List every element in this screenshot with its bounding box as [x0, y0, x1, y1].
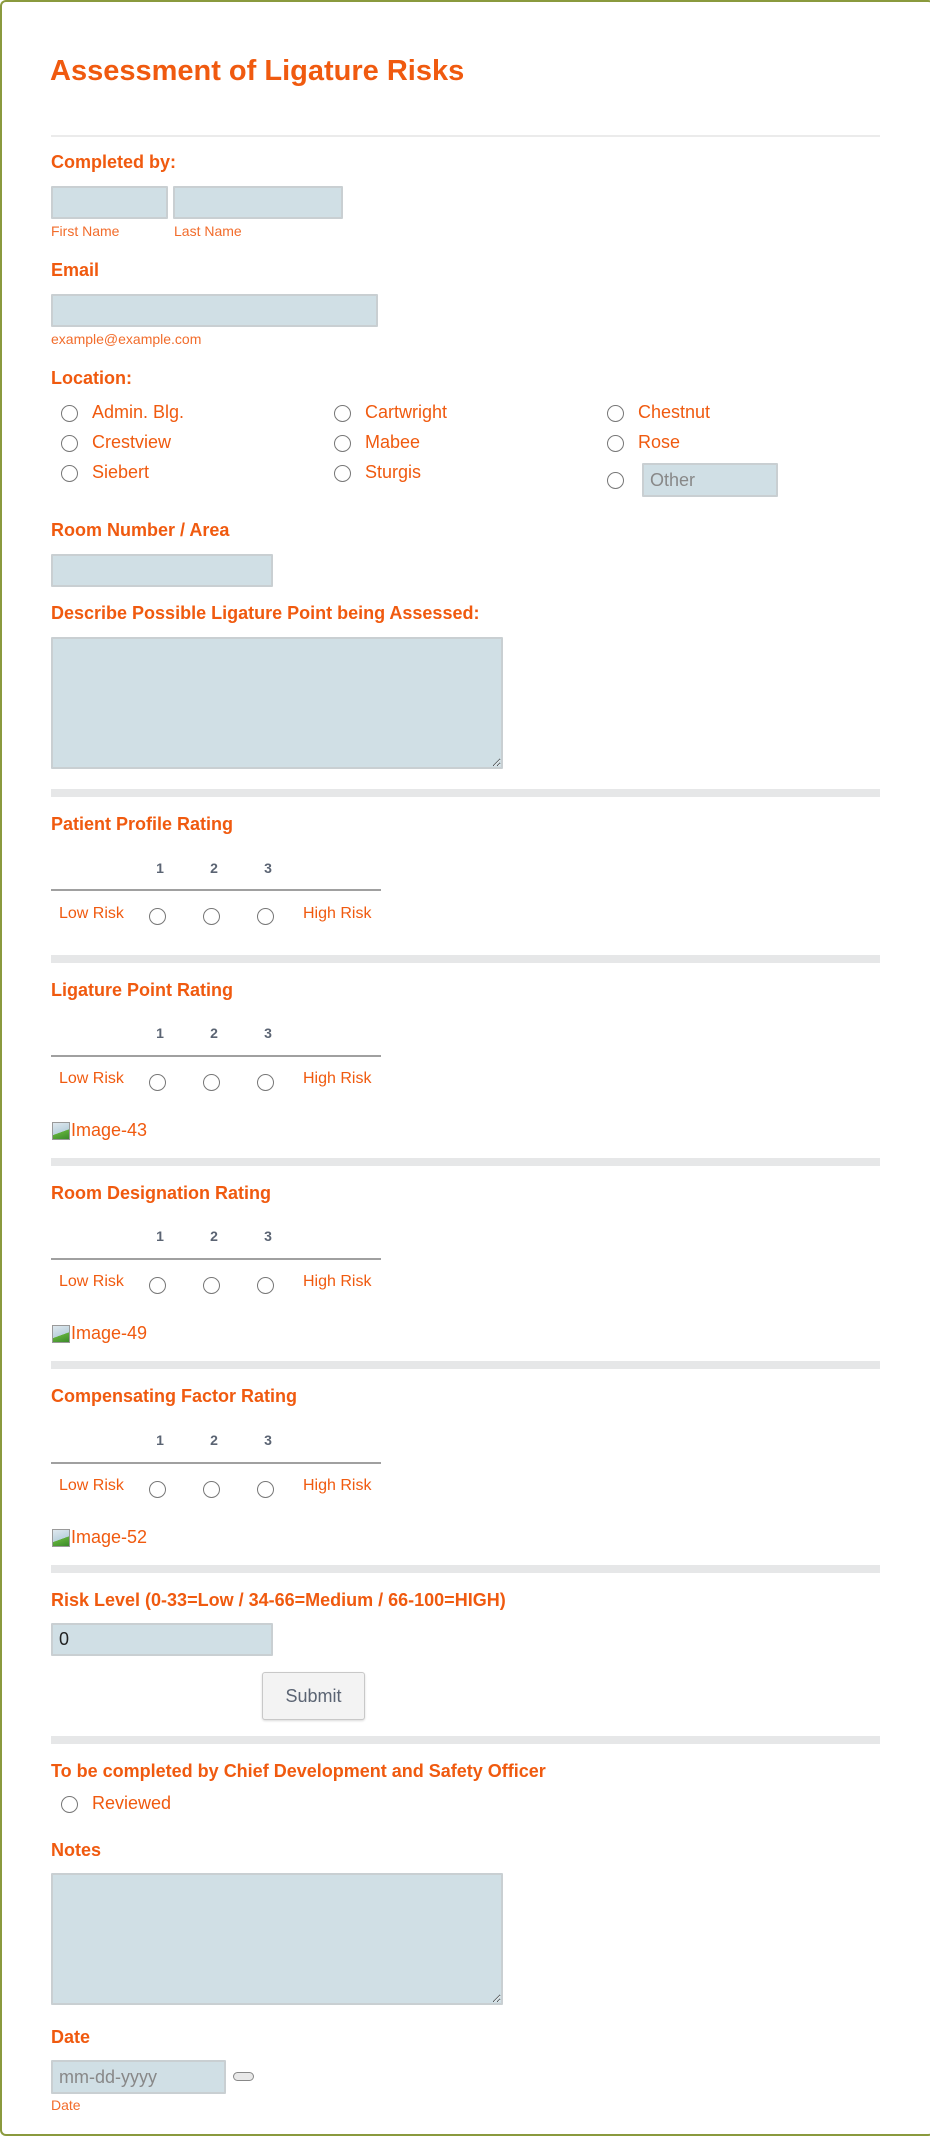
image-43 [52, 1120, 147, 1141]
broken-image-icon [52, 1122, 70, 1140]
patient-profile-radio-1[interactable] [149, 908, 166, 925]
image-49 [52, 1323, 147, 1344]
high-risk-label: High Risk [303, 1070, 372, 1087]
radio-button[interactable] [607, 472, 624, 489]
ligature-point-rating-label: Ligature Point Rating [51, 980, 233, 1000]
ligature-point-radio-1[interactable] [149, 1074, 166, 1091]
location-option-siebert[interactable] [61, 462, 150, 487]
last-name-input[interactable] [173, 186, 343, 219]
location-option-cartwright[interactable] [334, 402, 448, 427]
compensating-factor-radio-3[interactable] [257, 1481, 274, 1498]
description-textarea[interactable] [51, 637, 503, 769]
scale-col-3: 3 [264, 1025, 272, 1041]
room-designation-rating-label: Room Designation Rating [51, 1183, 271, 1203]
patient-profile-radio-2[interactable] [203, 908, 220, 925]
section-separator [51, 1736, 880, 1744]
radio-button[interactable] [334, 465, 351, 482]
option-label: Admin. Blg. [92, 402, 185, 422]
scale-col-2: 2 [210, 1432, 218, 1448]
radio-button[interactable] [334, 435, 351, 452]
room-designation-radio-1[interactable] [149, 1277, 166, 1294]
high-risk-label: High Risk [303, 905, 372, 922]
image-52 [52, 1527, 147, 1548]
room-input[interactable] [51, 554, 273, 587]
location-option-chestnut[interactable] [607, 402, 711, 427]
option-label: Chestnut [638, 402, 711, 422]
image-alt-text: Image-49 [71, 1323, 148, 1343]
location-option-sturgis[interactable] [334, 462, 422, 487]
option-label: Crestview [92, 432, 172, 452]
radio-button[interactable] [61, 405, 78, 422]
page-title: Assessment of Ligature Risks [50, 55, 465, 87]
date-input[interactable] [51, 2060, 226, 2094]
location-option-rose[interactable] [607, 432, 681, 457]
scale-col-1: 1 [156, 1025, 164, 1041]
section-separator [51, 1158, 880, 1166]
scale-col-2: 2 [210, 1025, 218, 1041]
completed-by-label: Completed by: [51, 152, 177, 172]
radio-button[interactable] [61, 435, 78, 452]
radio-button[interactable] [607, 435, 624, 452]
room-label: Room Number / Area [51, 520, 230, 540]
compensating-factor-rating-label: Compensating Factor Rating [51, 1386, 298, 1406]
officer-section-label: To be completed by Chief Development and Safety Officer [51, 1761, 546, 1781]
scale-col-3: 3 [264, 1432, 272, 1448]
option-label: Sturgis [365, 462, 422, 482]
scale-col-2: 2 [210, 860, 218, 876]
risk-level-label: Risk Level (0-33=Low / 34-66=Medium / 66-100=HIGH) [51, 1590, 506, 1610]
email-input[interactable] [51, 294, 378, 327]
scale-col-1: 1 [156, 860, 164, 876]
date-label: Date [51, 2027, 91, 2047]
patient-profile-radio-3[interactable] [257, 908, 274, 925]
first-name-sublabel: First Name [51, 223, 120, 239]
date-sublabel: Date [51, 2097, 81, 2113]
option-label: Cartwright [365, 402, 448, 422]
ligature-point-radio-2[interactable] [203, 1074, 220, 1091]
scale-divider [51, 1462, 381, 1464]
scale-col-2: 2 [210, 1228, 218, 1244]
location-other-input[interactable] [642, 463, 778, 497]
section-separator [51, 789, 880, 797]
risk-level-input[interactable] [51, 1623, 273, 1656]
room-designation-radio-3[interactable] [257, 1277, 274, 1294]
option-label: Siebert [92, 462, 150, 482]
scale-divider [51, 1055, 381, 1057]
image-alt-text: Image-43 [71, 1120, 148, 1140]
ligature-point-radio-3[interactable] [257, 1074, 274, 1091]
notes-label: Notes [51, 1840, 102, 1860]
compensating-factor-radio-2[interactable] [203, 1481, 220, 1498]
scale-divider [51, 889, 381, 891]
radio-button[interactable] [61, 1796, 78, 1813]
scale-divider [51, 1258, 381, 1260]
broken-image-icon [52, 1529, 70, 1547]
radio-button[interactable] [607, 405, 624, 422]
section-separator [51, 1361, 880, 1369]
location-option-mabee[interactable] [334, 432, 421, 457]
scale-col-1: 1 [156, 1228, 164, 1244]
image-alt-text: Image-52 [71, 1527, 148, 1547]
email-label: Email [51, 260, 100, 280]
location-option-other[interactable] [607, 472, 624, 494]
notes-textarea[interactable] [51, 1873, 503, 2005]
scale-col-1: 1 [156, 1432, 164, 1448]
reviewed-option[interactable] [61, 1793, 172, 1818]
option-label: Reviewed [92, 1793, 172, 1813]
last-name-sublabel: Last Name [174, 223, 242, 239]
scale-col-3: 3 [264, 860, 272, 876]
location-option-admin[interactable] [61, 402, 185, 427]
email-sublabel: example@example.com [51, 331, 202, 347]
high-risk-label: High Risk [303, 1477, 372, 1494]
option-label: Rose [638, 432, 681, 452]
section-separator [51, 955, 880, 963]
first-name-input[interactable] [51, 186, 168, 219]
section-separator [51, 1565, 880, 1573]
submit-button[interactable]: Submit [262, 1672, 365, 1720]
high-risk-label: High Risk [303, 1273, 372, 1290]
broken-image-icon [52, 1325, 70, 1343]
calendar-icon[interactable] [233, 2072, 254, 2081]
low-risk-label: Low Risk [59, 1477, 124, 1494]
low-risk-label: Low Risk [59, 1273, 124, 1290]
low-risk-label: Low Risk [59, 1070, 124, 1087]
location-label: Location: [51, 368, 132, 388]
low-risk-label: Low Risk [59, 905, 124, 922]
option-label: Mabee [365, 432, 421, 452]
room-designation-radio-2[interactable] [203, 1277, 220, 1294]
radio-button[interactable] [334, 405, 351, 422]
location-option-crestview[interactable] [61, 432, 172, 457]
compensating-factor-radio-1[interactable] [149, 1481, 166, 1498]
description-label: Describe Possible Ligature Point being Assessed: [51, 603, 480, 623]
scale-col-3: 3 [264, 1228, 272, 1244]
patient-profile-rating-label: Patient Profile Rating [51, 814, 234, 834]
radio-button[interactable] [61, 465, 78, 482]
title-divider [51, 135, 880, 137]
